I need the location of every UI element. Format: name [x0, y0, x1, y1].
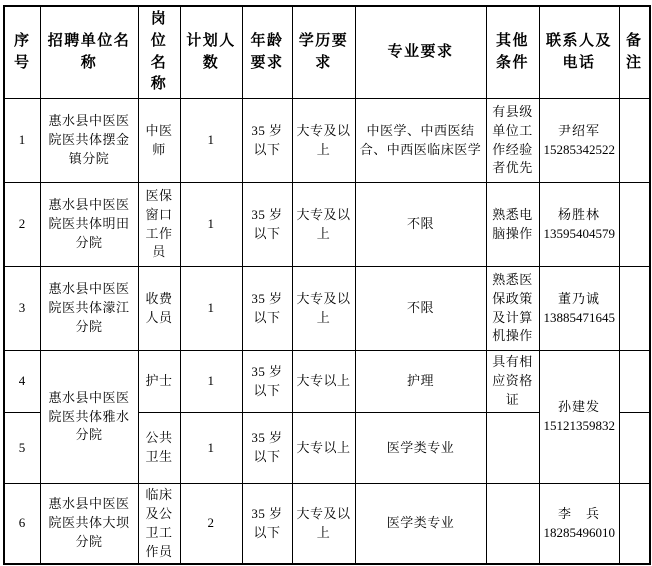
cell-major: 医学类专业 — [355, 484, 486, 565]
cell-note — [619, 267, 650, 351]
cell-contact — [539, 183, 619, 267]
cell-position: 临床及公卫工作员 — [138, 484, 180, 565]
contact-name: 董乃诚 — [557, 290, 600, 306]
table-row — [4, 351, 650, 413]
cell-age: 35 岁以下 — [242, 183, 292, 267]
cell-no: 5 — [4, 413, 40, 484]
cell-no: 4 — [4, 351, 40, 413]
cell-major: 医学类专业 — [355, 413, 486, 484]
col-header-other: 其他条件 — [486, 6, 539, 99]
cell-other — [486, 484, 539, 565]
cell-note — [619, 183, 650, 267]
cell-education: 大专及以上 — [292, 484, 355, 565]
cell-education: 大专及以上 — [292, 183, 355, 267]
contact-name: 尹绍军 — [557, 122, 600, 138]
cell-no: 6 — [4, 484, 40, 565]
cell-other: 有县级单位工作经验者优先 — [486, 99, 539, 183]
cell-education: 大专及以上 — [292, 99, 355, 183]
col-header-contact: 联系人及电话 — [539, 6, 619, 99]
cell-no: 2 — [4, 183, 40, 267]
col-header-age: 年龄要求 — [242, 6, 292, 99]
cell-no: 1 — [4, 99, 40, 183]
cell-position: 医保窗口工作员 — [138, 183, 180, 267]
col-header-note: 备注 — [619, 6, 650, 99]
cell-education: 大专以上 — [292, 413, 355, 484]
cell-major: 护理 — [355, 351, 486, 413]
cell-age: 35 岁以下 — [242, 413, 292, 484]
cell-unit: 惠水县中医医院医共体濛江分院 — [40, 267, 138, 351]
col-header-count: 计划人数 — [180, 6, 242, 99]
contact-phone: 13885471645 — [543, 309, 615, 325]
header-row — [4, 6, 650, 99]
cell-age: 35 岁以下 — [242, 267, 292, 351]
cell-age: 35 岁以下 — [242, 351, 292, 413]
recruitment-table — [3, 5, 651, 565]
contact-name: 李 兵 — [557, 505, 600, 521]
cell-unit: 惠水县中医医院医共体明田分院 — [40, 183, 138, 267]
cell-other: 熟悉电脑操作 — [486, 183, 539, 267]
cell-education: 大专以上 — [292, 351, 355, 413]
contact-name: 杨胜林 — [557, 206, 600, 222]
cell-unit: 惠水县中医医院医共体大坝分院 — [40, 484, 138, 565]
cell-position: 护士 — [138, 351, 180, 413]
cell-education: 大专及以上 — [292, 267, 355, 351]
cell-count: 1 — [180, 351, 242, 413]
cell-major: 中医学、中西医结合、中西医临床医学 — [355, 99, 486, 183]
cell-contact — [539, 267, 619, 351]
cell-position: 收费人员 — [138, 267, 180, 351]
table-row — [4, 267, 650, 351]
cell-note — [619, 351, 650, 413]
cell-count: 2 — [180, 484, 242, 565]
cell-note — [619, 413, 650, 484]
cell-contact-merged — [539, 351, 619, 484]
cell-contact — [539, 484, 619, 565]
contact-phone: 15121359832 — [543, 418, 615, 433]
cell-note — [619, 99, 650, 183]
table-row — [4, 484, 650, 565]
col-header-unit: 招聘单位名称 — [40, 6, 138, 99]
contact-phone: 13595404579 — [543, 225, 615, 241]
cell-note — [619, 484, 650, 565]
contact-phone: 15285342522 — [543, 141, 615, 157]
cell-count: 1 — [180, 413, 242, 484]
cell-other — [486, 413, 539, 484]
cell-other: 熟悉医保政策及计算机操作 — [486, 267, 539, 351]
contact-phone: 18285496010 — [543, 524, 615, 540]
cell-unit: 惠水县中医医院医共体摆金镇分院 — [40, 99, 138, 183]
cell-count: 1 — [180, 99, 242, 183]
table-row — [4, 183, 650, 267]
col-header-position: 岗位名称 — [138, 6, 180, 99]
cell-major: 不限 — [355, 267, 486, 351]
cell-age: 35 岁以下 — [242, 484, 292, 565]
cell-other: 具有相应资格证 — [486, 351, 539, 413]
cell-age: 35 岁以下 — [242, 99, 292, 183]
table-row — [4, 99, 650, 183]
cell-position: 公共卫生 — [138, 413, 180, 484]
cell-major: 不限 — [355, 183, 486, 267]
cell-contact — [539, 99, 619, 183]
cell-no: 3 — [4, 267, 40, 351]
col-header-major: 专业要求 — [355, 6, 486, 99]
cell-count: 1 — [180, 183, 242, 267]
contact-name: 孙建发 — [557, 399, 600, 415]
col-header-no: 序号 — [4, 6, 40, 99]
col-header-education: 学历要求 — [292, 6, 355, 99]
cell-position: 中医师 — [138, 99, 180, 183]
cell-unit-merged: 惠水县中医医院医共体雅水分院 — [40, 351, 138, 484]
cell-count: 1 — [180, 267, 242, 351]
